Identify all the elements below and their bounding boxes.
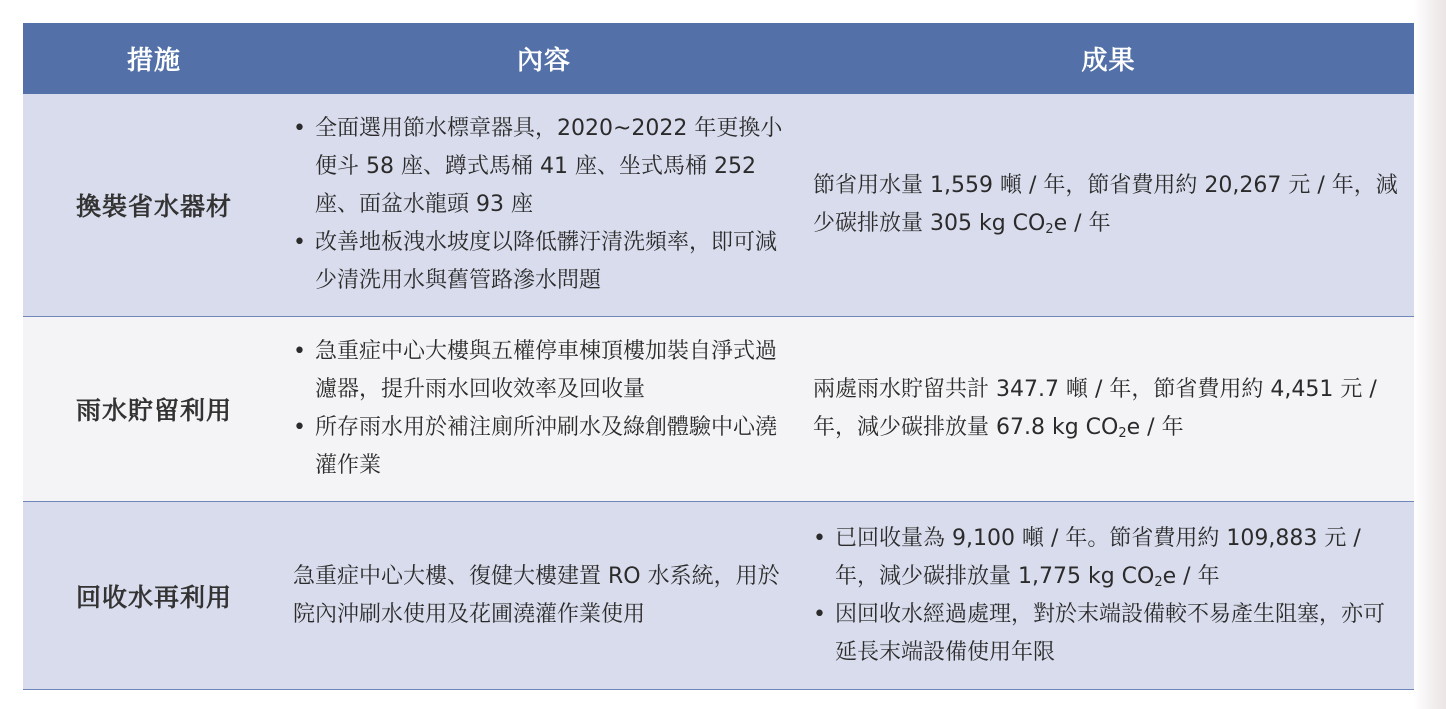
result-unit: e / 年 xyxy=(1126,415,1184,440)
content-cell xyxy=(285,502,803,689)
result-text: 因回收水經過處理，對於末端設備較不易產生阻塞，亦可延長末端設備使用年限 xyxy=(835,601,1386,665)
result-cell xyxy=(803,94,1414,316)
result-main: 兩處雨水貯留共計 347.7 噸 / 年，節省費用約 4,451 元 / 年，減少碳排放量 67.8 kg CO xyxy=(813,377,1377,440)
content-text: 急重症中心大樓、復健大樓建置 RO 水系統，用於院內沖刷水使用及花圃澆灌作業使用 xyxy=(293,563,780,627)
content-text: 改善地板洩水坡度以降低髒汙清洗頻率，即可減少清洗用水與舊管路滲水問題 xyxy=(315,230,778,293)
list-item xyxy=(813,520,1406,596)
result-main: 節省用水量 1,559 噸 / 年，節省費用約 20,267 元 / 年，減少碳排放量 305 kg CO xyxy=(813,173,1398,236)
result-text xyxy=(813,371,1406,447)
result-cell xyxy=(803,317,1414,501)
table-row xyxy=(23,94,1414,317)
bullet-icon: • xyxy=(813,601,826,627)
header-content: 內容 xyxy=(516,46,571,76)
header-result: 成果 xyxy=(1081,46,1136,76)
subscript: 2 xyxy=(1045,222,1054,237)
list-item xyxy=(293,110,793,224)
content-text: 全面選用節水標章器具，2020~2022 年更換小便斗 58 座、蹲式馬桶 41 座、坐式馬桶 252 座、面盆水龍頭 93 座 xyxy=(315,116,783,217)
bullet-icon: • xyxy=(293,230,306,255)
bullet-icon: • xyxy=(293,415,306,440)
result-unit: e / 年 xyxy=(1053,211,1111,236)
content-cell xyxy=(285,94,803,316)
list-item xyxy=(813,596,1406,672)
result-text xyxy=(813,167,1406,243)
result-text xyxy=(835,520,1406,596)
list-item xyxy=(293,224,793,300)
table-row xyxy=(23,502,1414,690)
bullet-icon: • xyxy=(293,339,306,364)
content-cell xyxy=(285,317,803,501)
table-header xyxy=(23,23,1414,94)
result-cell xyxy=(803,502,1414,689)
page-edge-shade xyxy=(1414,0,1446,709)
content-text: 所存雨水用於補注廁所沖刷水及綠創體驗中心澆灌作業 xyxy=(315,415,778,478)
bullet-icon: • xyxy=(813,525,826,551)
result-unit: e / 年 xyxy=(1162,563,1220,589)
subscript: 2 xyxy=(1118,426,1127,441)
measure-cell: 雨水貯留利用 xyxy=(75,396,232,425)
measure-cell: 回收水再利用 xyxy=(75,582,232,612)
measure-cell: 換裝省水器材 xyxy=(75,192,232,221)
result-main: 已回收量為 9,100 噸 / 年。節省費用約 109,883 元 / 年，減少碳排放量 1,775 kg CO xyxy=(835,525,1361,589)
water-saving-table xyxy=(23,23,1414,690)
bullet-icon: • xyxy=(293,116,306,141)
table-row xyxy=(23,317,1414,502)
list-item xyxy=(293,333,793,409)
content-text: 急重症中心大樓與五權停車棟頂樓加裝自淨式過濾器，提升雨水回收效率及回收量 xyxy=(315,339,778,402)
list-item xyxy=(293,409,793,485)
subscript: 2 xyxy=(1154,574,1163,590)
header-measure: 措施 xyxy=(126,46,181,76)
